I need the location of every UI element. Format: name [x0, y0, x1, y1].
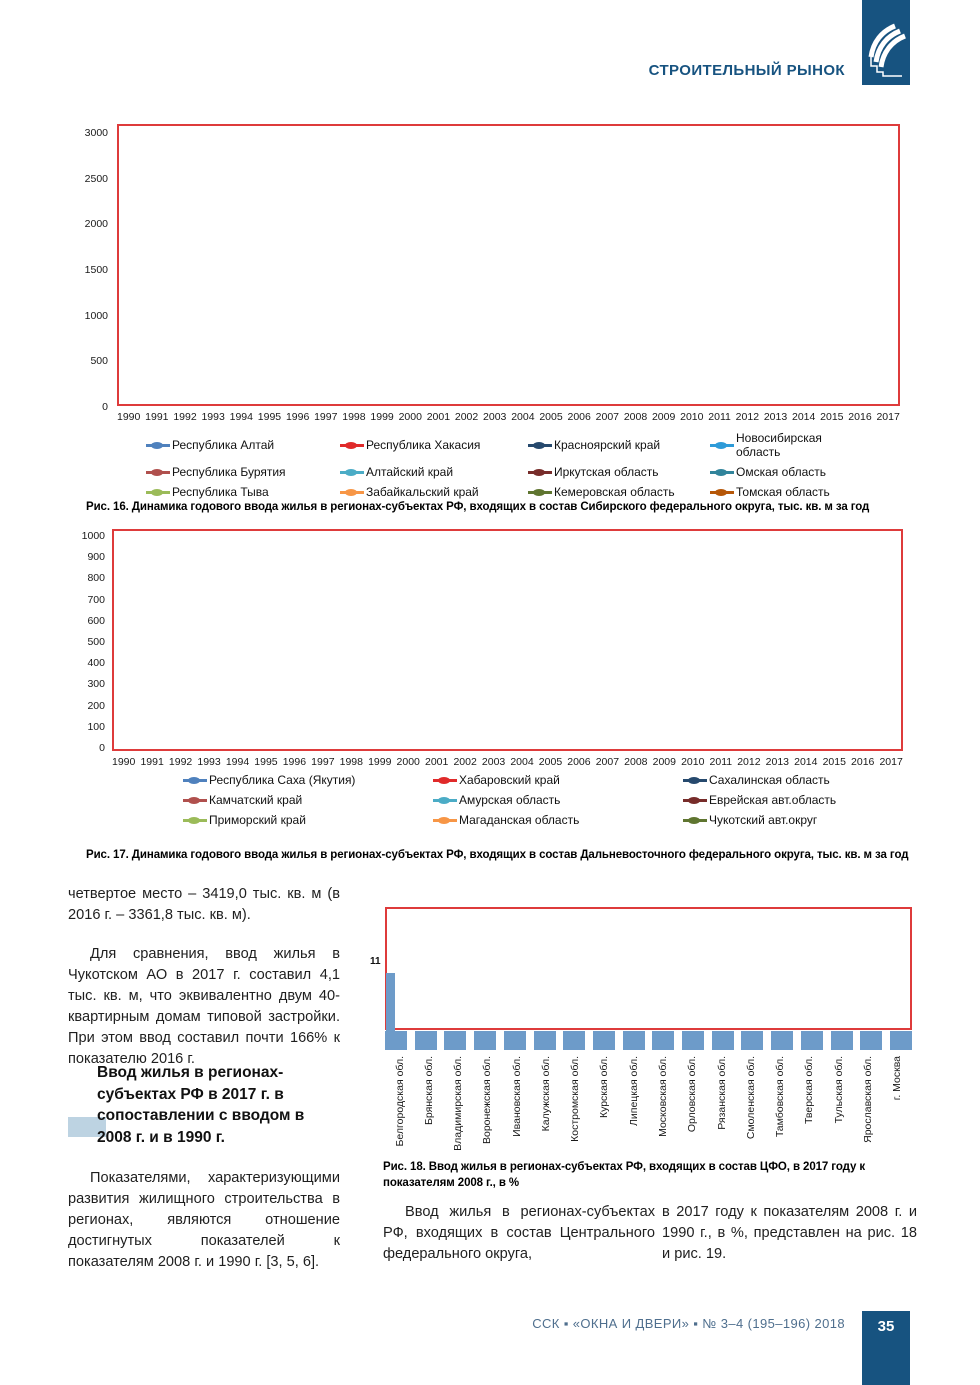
series-line-marker-icon: [528, 444, 552, 447]
x-tick-label: 2009: [651, 411, 676, 423]
legend-item: [433, 813, 683, 827]
bar-stub: [385, 1031, 407, 1050]
x-tick-label: 1990: [112, 756, 136, 768]
legend-label: Камчатский край: [209, 793, 303, 807]
series-line-marker-icon: [183, 819, 207, 822]
category-label: Смоленская обл.: [744, 1056, 757, 1140]
x-tick-label: 2012: [735, 411, 760, 423]
bar-stub: [890, 1031, 912, 1050]
x-tick-label: 2009: [652, 756, 676, 768]
series-line-marker-icon: [683, 799, 707, 802]
category-label: Курская обл.: [598, 1056, 611, 1119]
legend-item: [528, 431, 710, 459]
x-tick-label: 2017: [876, 411, 900, 423]
x-tick-label: 2001: [424, 756, 449, 768]
series-line-marker-icon: [710, 491, 734, 494]
x-tick-label: 2014: [791, 411, 816, 423]
legend-label: Кемеровская область: [554, 485, 675, 499]
bar-stub: [623, 1031, 645, 1050]
series-line-marker-icon: [340, 444, 364, 447]
fig18-bar-stubs: [385, 1031, 912, 1050]
y-tick-label: 500: [87, 635, 105, 648]
bar-stub: [831, 1031, 853, 1050]
legend-label: Магаданская область: [459, 813, 580, 827]
x-tick-label: 1996: [285, 411, 310, 423]
x-tick-label: 2013: [765, 756, 790, 768]
series-line-marker-icon: [710, 471, 734, 474]
x-tick-label: 1998: [339, 756, 363, 768]
bar-stub: [563, 1031, 585, 1050]
x-tick-label: 2000: [398, 411, 422, 423]
y-tick-label: 3000: [84, 127, 108, 139]
x-tick-label: 2008: [623, 411, 648, 423]
legend-label: Красноярский край: [554, 438, 661, 452]
x-tick-label: 2000: [396, 756, 420, 768]
category-label: Владимирская обл.: [452, 1056, 465, 1151]
y-tick-label: 1000: [84, 309, 108, 322]
legend-item: [528, 465, 710, 479]
y-tick-label: 1000: [81, 530, 105, 542]
legend-label: Приморский край: [209, 813, 306, 827]
bar-stub: [860, 1031, 882, 1050]
fig16-legend: [146, 431, 868, 499]
legend-label: Алтайский край: [366, 465, 454, 479]
x-tick-label: 2014: [794, 756, 818, 768]
y-tick-label: 600: [87, 614, 105, 627]
body-paragraph: Ввод жилья в регионах-субъектах РФ, входящих в состав Центрального федерального округа,: [383, 1204, 655, 1262]
category-label: Рязанская обл.: [715, 1056, 728, 1130]
body-paragraph: в 2017 году к показателям 2008 г. и 1990 г., в %, представлен на рис. 18 и рис. 19.: [662, 1204, 917, 1262]
fanned-pages-icon: [862, 0, 910, 85]
legend-item: [710, 465, 868, 479]
legend-item: [683, 813, 873, 827]
fig17-caption: Рис. 17. Динамика годового ввода жилья в регионах-субъектах РФ, входящих в состав Дальневосточного федерального округа, тыс. кв. м за год: [86, 849, 909, 861]
legend-item: [710, 485, 868, 499]
legend-item: [433, 773, 683, 787]
legend-item: [340, 465, 528, 479]
legend-label: Республика Алтай: [172, 438, 275, 452]
body-paragraph: Для сравнения, ввод жилья в Чукотском АО в 2017 г. составил 4,1 тыс. кв. м, что эквивалентно двум 40-квартирным домам типовой застройки. При этом ввод составил почти 166% к показателю 2016 г.: [68, 946, 340, 1067]
x-tick-label: 2011: [708, 411, 731, 423]
legend-label: Иркутская область: [554, 465, 659, 479]
x-tick-label: 1993: [197, 756, 221, 768]
fig18-plot-area: [385, 907, 912, 1030]
x-tick-label: 2012: [737, 756, 761, 768]
legend-label: Чукотский авт.округ: [709, 813, 818, 827]
legend-item: [183, 813, 433, 827]
y-tick-label: 2000: [84, 218, 108, 231]
x-tick-label: 2004: [511, 411, 535, 423]
y-tick-label: 100: [87, 720, 105, 733]
y-tick-label: 2500: [84, 172, 108, 185]
category-label: Брянская обл.: [422, 1056, 435, 1126]
legend-label: Республика Бурятия: [172, 465, 286, 479]
x-tick-label: 2002: [454, 411, 479, 423]
fig18-category-axis: [385, 1056, 912, 1158]
legend-item: [528, 485, 710, 499]
category-label: Московская обл.: [657, 1056, 670, 1137]
x-tick-label: 1993: [201, 411, 225, 423]
x-tick-label: 1997: [311, 756, 335, 768]
legend-label: Хабаровский край: [459, 773, 560, 787]
x-tick-label: 2013: [763, 411, 788, 423]
series-line-marker-icon: [710, 444, 734, 447]
x-tick-label: 2005: [538, 756, 563, 768]
legend-item: [183, 773, 433, 787]
y-tick-label: 400: [87, 657, 105, 670]
fig16-caption: Рис. 16. Динамика годового ввода жилья в регионах-субъектах РФ, входящих в состав Сибирского федерального округа, тыс. кв. м за год: [86, 501, 870, 513]
x-tick-label: 1995: [257, 411, 282, 423]
series-line-marker-icon: [183, 799, 207, 802]
x-tick-label: 2016: [851, 756, 875, 768]
series-line-marker-icon: [146, 444, 170, 447]
category-label: Орловская обл.: [686, 1056, 699, 1133]
x-tick-label: 2011: [709, 756, 733, 768]
page-number-badge: 35: [862, 1311, 910, 1385]
x-tick-label: 2003: [481, 756, 506, 768]
category-label: Тульская обл.: [832, 1056, 845, 1124]
category-label: Костромская обл.: [569, 1056, 582, 1142]
legend-label: Омская область: [736, 465, 827, 479]
y-tick-label: 1500: [84, 263, 108, 276]
bar-stub: [415, 1031, 437, 1050]
legend-item: [683, 773, 873, 787]
fig18-bar-value-label: 11: [370, 956, 381, 967]
y-tick-label: 900: [87, 551, 105, 564]
fig17-y-axis: [60, 530, 105, 754]
x-tick-label: 2001: [426, 411, 451, 423]
x-tick-label: 1997: [314, 411, 338, 423]
x-tick-label: 1991: [145, 411, 169, 423]
legend-item: [683, 793, 873, 807]
fig18-caption: Рис. 18. Ввод жилья в регионах-субъектах РФ, входящих в состав ЦФО, в 2017 году к показателям 2008 г., в %: [383, 1161, 865, 1190]
x-tick-label: 2004: [510, 756, 534, 768]
bar-stub: [712, 1031, 734, 1050]
y-tick-label: 700: [87, 593, 105, 606]
category-label: Липецкая обл.: [627, 1056, 640, 1126]
x-tick-label: 1991: [140, 756, 164, 768]
legend-label: Томская область: [736, 485, 830, 499]
x-tick-label: 2006: [567, 756, 591, 768]
x-tick-label: 2007: [595, 411, 620, 423]
category-label: г. Москва: [891, 1056, 904, 1101]
fig17-x-axis: [112, 756, 903, 768]
x-tick-label: 1998: [342, 411, 366, 423]
x-tick-label: 2007: [595, 756, 620, 768]
series-line-marker-icon: [683, 819, 707, 822]
x-tick-label: 2010: [680, 411, 704, 423]
fig16-y-axis: [60, 127, 108, 413]
legend-item: [710, 431, 868, 459]
x-tick-label: 2015: [822, 756, 846, 768]
legend-label: Еврейская авт.область: [709, 793, 837, 807]
legend-item: [146, 485, 340, 499]
category-label: Тамбовская обл.: [774, 1056, 787, 1138]
legend-item: [146, 465, 340, 479]
x-tick-label: 2015: [820, 411, 844, 423]
series-line-marker-icon: [340, 471, 364, 474]
legend-item: [146, 431, 340, 459]
x-tick-label: 1995: [254, 756, 278, 768]
x-tick-label: 1990: [117, 411, 141, 423]
body-paragraph: четвертое место – 3419,0 тыс. кв. м (в 2016 г. – 3361,8 тыс. кв. м).: [68, 886, 340, 923]
x-tick-label: 1992: [168, 756, 193, 768]
y-tick-label: 200: [87, 699, 105, 712]
y-tick-label: 500: [90, 355, 108, 368]
category-label: Воронежская обл.: [481, 1056, 494, 1145]
bar-stub: [534, 1031, 556, 1050]
x-tick-label: 2016: [848, 411, 872, 423]
fig17-legend: [183, 773, 873, 827]
legend-label: Республика Хакасия: [366, 438, 481, 452]
category-label: Ярославская обл.: [862, 1056, 874, 1143]
series-line-marker-icon: [146, 471, 170, 474]
fig16-plot-area: [117, 124, 900, 406]
legend-label: Амурская область: [459, 793, 561, 807]
journal-logo: [862, 0, 910, 85]
legend-item: [340, 431, 528, 459]
series-line-marker-icon: [683, 779, 707, 782]
series-line-marker-icon: [433, 819, 457, 822]
x-tick-label: 1994: [229, 411, 253, 423]
legend-label: Забайкальский край: [366, 485, 479, 499]
bar-stub: [682, 1031, 704, 1050]
x-tick-label: 1996: [282, 756, 307, 768]
category-label: Калужская обл.: [539, 1056, 552, 1132]
legend-item: [340, 485, 528, 499]
x-tick-label: 2017: [879, 756, 903, 768]
series-line-marker-icon: [528, 491, 552, 494]
article-subheading: Ввод жилья в регионах-субъектах РФ в 2017 г. в сопоставлении с вводом в 2008 г. и в 1990 г.: [97, 1064, 305, 1147]
x-tick-label: 2005: [539, 411, 563, 423]
bar-stub: [771, 1031, 793, 1050]
x-tick-label: 2008: [624, 756, 648, 768]
category-label: Тверская обл.: [803, 1056, 816, 1125]
x-tick-label: 1999: [368, 756, 392, 768]
y-tick-label: 800: [87, 572, 105, 585]
x-tick-label: 2006: [567, 411, 591, 423]
legend-label: Республика Тыва: [172, 485, 269, 499]
series-line-marker-icon: [146, 491, 170, 494]
series-line-marker-icon: [528, 471, 552, 474]
body-paragraph: Показателями, характеризующими развития жилищного строительства в регионах, являются отношение достигнутых показателей к показателям 2008 г. и 1990 г. [3, 5, 6].: [68, 1170, 340, 1270]
section-title: СТРОИТЕЛЬНЫЙ РЫНОК: [648, 62, 845, 79]
x-tick-label: 2010: [681, 756, 705, 768]
legend-label: Республика Саха (Якутия): [209, 773, 356, 787]
series-line-marker-icon: [183, 779, 207, 782]
legend-item: [183, 793, 433, 807]
x-tick-label: 1999: [370, 411, 394, 423]
legend-item: [433, 793, 683, 807]
x-tick-label: 1992: [173, 411, 197, 423]
legend-label: Сахалинская область: [709, 773, 830, 787]
series-line-marker-icon: [433, 779, 457, 782]
series-line-marker-icon: [433, 799, 457, 802]
footer-imprint: ССК ▪ «ОКНА И ДВЕРИ» ▪ № 3–4 (195–196) 2018: [532, 1316, 845, 1331]
bar-stub: [652, 1031, 674, 1050]
y-tick-label: 300: [87, 678, 105, 691]
x-tick-label: 1994: [225, 756, 250, 768]
category-label: Белгородская обл.: [393, 1056, 406, 1147]
fig17-plot-area: [112, 529, 903, 751]
category-label: Ивановская обл.: [510, 1056, 523, 1137]
fig16-x-axis: [117, 411, 900, 423]
bar-stub: [444, 1031, 466, 1050]
bar-stub: [474, 1031, 496, 1050]
legend-label: Новосибирская область: [736, 431, 822, 459]
bar-stub: [741, 1031, 763, 1050]
x-tick-label: 2003: [483, 411, 507, 423]
bar-stub: [801, 1031, 823, 1050]
series-line-marker-icon: [340, 491, 364, 494]
x-tick-label: 2002: [453, 756, 477, 768]
y-tick-label: 0: [102, 400, 108, 413]
bar-stub: [593, 1031, 615, 1050]
y-tick-label: 0: [99, 741, 105, 754]
bar-stub: [504, 1031, 526, 1050]
